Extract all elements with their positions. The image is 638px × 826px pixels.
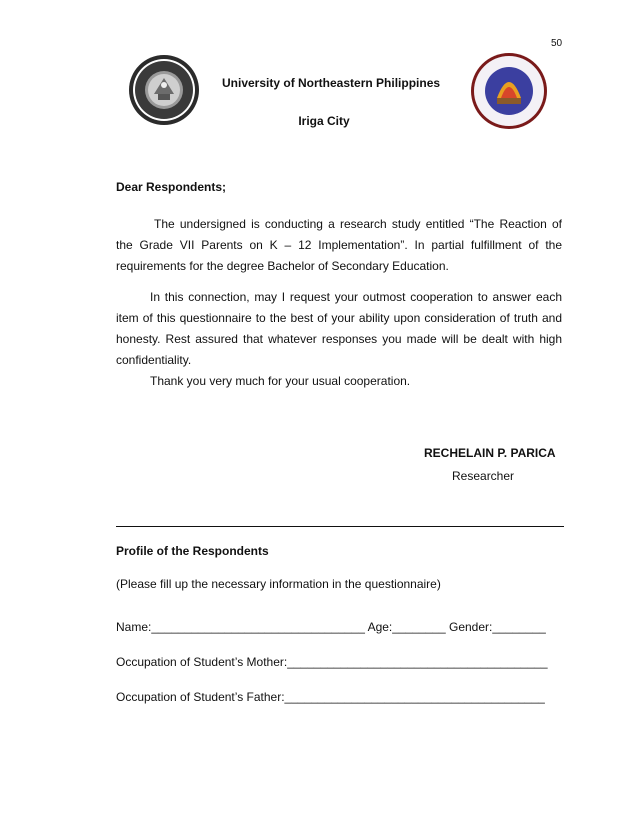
greeting: Dear Respondents; (116, 180, 227, 194)
profile-instructions: (Please fill up the necessary information in the questionnaire) (116, 577, 441, 591)
page-number: 50 (551, 38, 563, 49)
signer-name: RECHELAIN P. PARICA (424, 446, 556, 460)
letter-paragraph-1: The undersigned is conducting a research study entitled “The Reaction of the Grade VII Parents on K – 12 Implementation”. In partial fulfillment of the requirements for the degree Bachelor of Secondary Education. (116, 217, 562, 273)
university-name: University of Northeastern Philippines (222, 76, 441, 90)
mother-occupation-field[interactable]: Occupation of Student’s Mother:_______________________________________ (116, 655, 548, 669)
college-of-education-seal-icon (470, 52, 548, 130)
profile-title: Profile of the Respondents (116, 544, 269, 558)
signer-role: Researcher (452, 469, 515, 483)
section-divider (116, 526, 564, 527)
city-name: Iriga City (298, 114, 350, 128)
letter-paragraph-2: In this connection, may I request your outmost cooperation to answer each item of this questionnaire to the best of your ability upon consideration of truth and honesty. Rest assured that whatever responses you made will be dealt with high confidentiality. (116, 290, 562, 367)
name-age-gender-field[interactable]: Name:________________________________ Age:________ Gender:________ (116, 620, 546, 634)
father-occupation-field[interactable]: Occupation of Student’s Father:_______________________________________ (116, 690, 545, 704)
letter-paragraph-3: Thank you very much for your usual cooperation. (150, 374, 411, 388)
